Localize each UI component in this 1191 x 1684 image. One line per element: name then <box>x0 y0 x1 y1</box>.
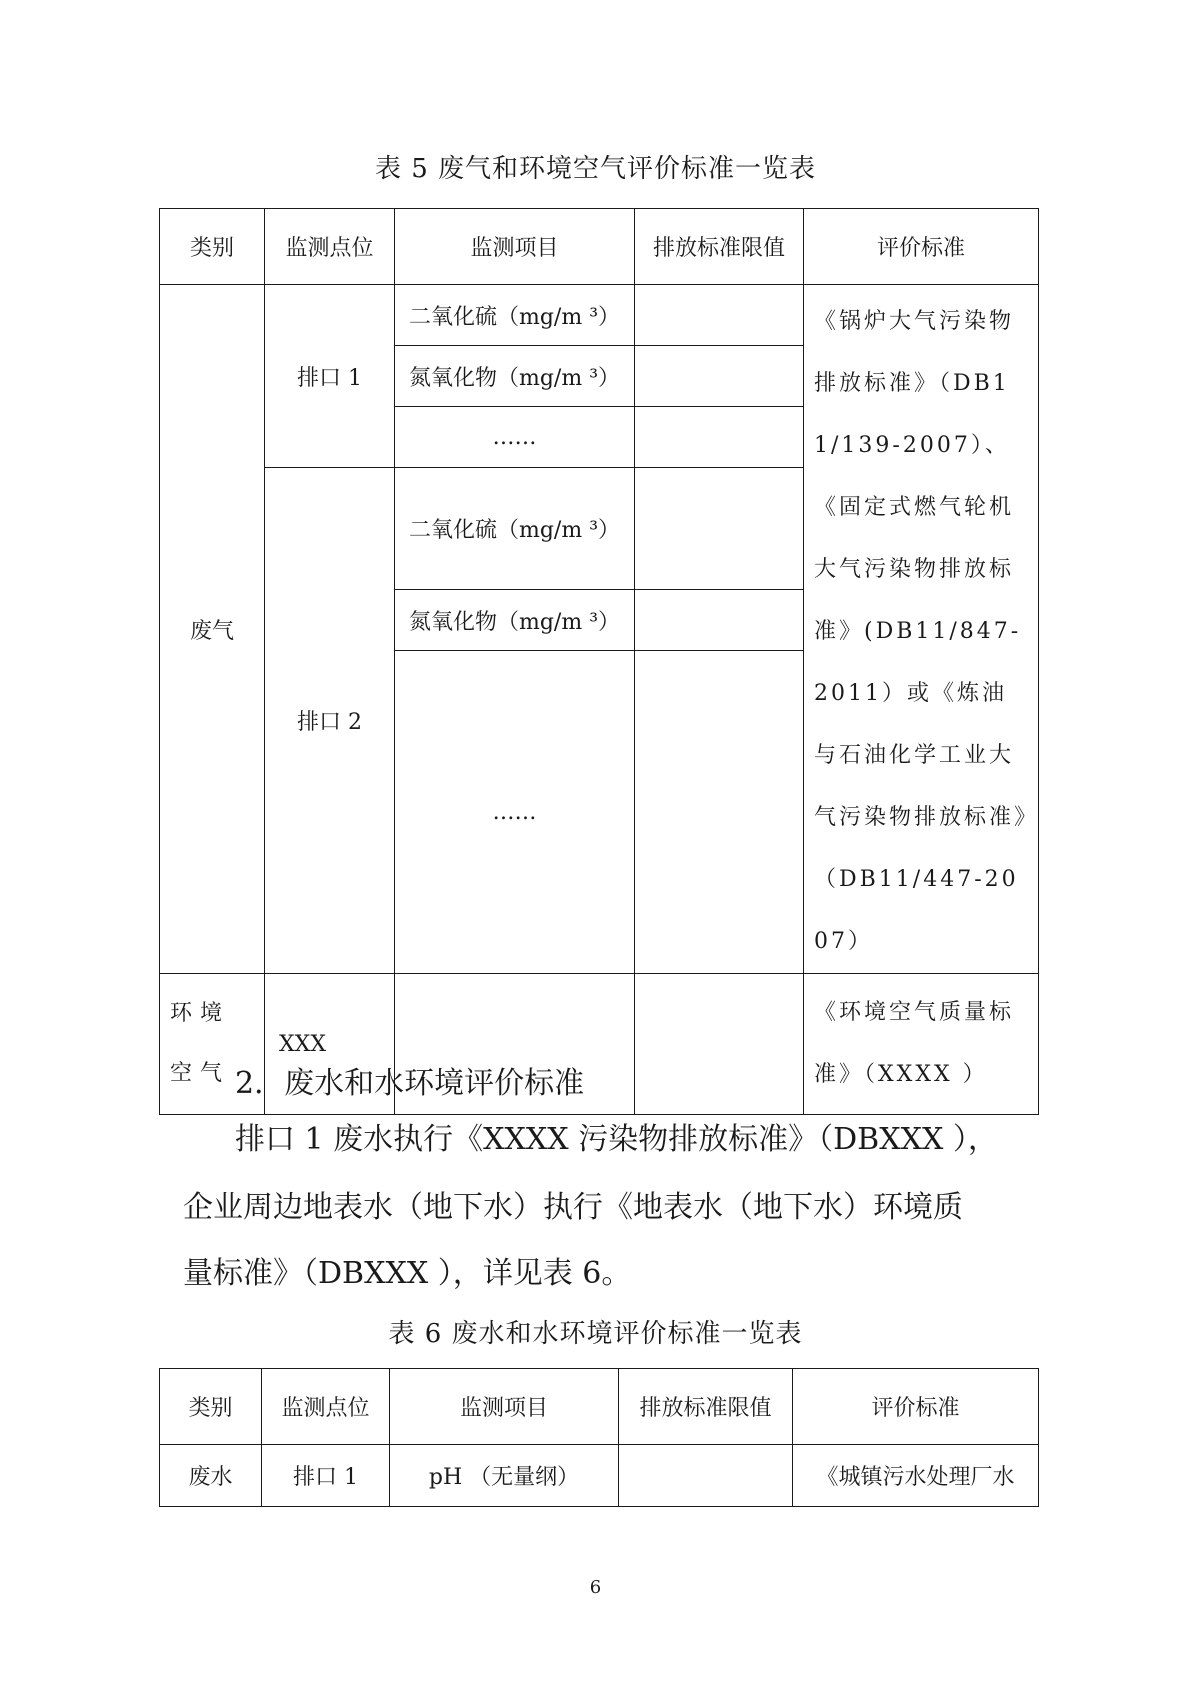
paragraph-line: 量标准》（DBXXX ），详见表 6。 <box>183 1256 632 1291</box>
waste-gas-standard: 《锅炉大气污染物排放标准》（DB11/139-2007）、《固定式燃气轮机大气污染物排放标准》(DB11/847-2011）或《炼油与石油化学工业大气污染物排放标准》（DB11/447-2007） <box>804 285 1039 974</box>
table6-header-row <box>160 1369 1039 1445</box>
table5-caption: 表 5 废气和环境空气评价标准一览表 <box>374 154 817 184</box>
paragraph-line: 企业周边地表水（地下水）执行《地表水（地下水）环境质 <box>183 1190 963 1225</box>
outlet1-item-more: …… <box>395 407 635 468</box>
outlet1-item-nox: 氮氧化物（mg/m ³） <box>395 346 635 407</box>
outlet1-limit-so2 <box>635 285 804 346</box>
table6-caption: 表 6 废水和水环境评价标准一览表 <box>388 1319 803 1349</box>
page-number: 6 <box>589 1577 602 1598</box>
waste-water-limit <box>619 1445 793 1507</box>
category-ambient-air: 环境空气 <box>160 974 265 1115</box>
table-row <box>160 285 1039 346</box>
table6 <box>159 1368 1039 1507</box>
category-waste-gas: 废气 <box>160 285 265 974</box>
outlet2-limit-so2 <box>635 468 804 590</box>
waste-water-point: 排口 1 <box>262 1445 390 1507</box>
header-category: 类别 <box>160 1369 262 1445</box>
header-monitoring-point: 监测点位 <box>262 1369 390 1445</box>
outlet2-item-so2: 二氧化硫（mg/m ³） <box>395 468 635 590</box>
outlet2-name: 排口 2 <box>265 468 395 974</box>
ambient-air-limit <box>635 974 804 1115</box>
table-row <box>160 1445 1039 1507</box>
header-monitoring-item: 监测项目 <box>390 1369 619 1445</box>
outlet1-name: 排口 1 <box>265 285 395 468</box>
outlet1-limit-nox <box>635 346 804 407</box>
outlet2-item-more: …… <box>395 651 635 974</box>
header-emission-limit: 排放标准限值 <box>635 209 804 285</box>
table5-header-row <box>160 209 1039 285</box>
outlet2-item-nox: 氮氧化物（mg/m ³） <box>395 590 635 651</box>
waste-water-standard: 《城镇污水处理厂水 <box>793 1445 1039 1507</box>
ambient-air-standard: 《环境空气质量标准》（XXXX ） <box>804 974 1039 1115</box>
ambient-air-point: XXX <box>265 974 395 1115</box>
category-waste-water: 废水 <box>160 1445 262 1507</box>
outlet1-item-so2: 二氧化硫（mg/m ³） <box>395 285 635 346</box>
header-evaluation-standard: 评价标准 <box>793 1369 1039 1445</box>
outlet2-limit-more <box>635 651 804 974</box>
header-evaluation-standard: 评价标准 <box>804 209 1039 285</box>
header-category: 类别 <box>160 209 265 285</box>
header-monitoring-item: 监测项目 <box>395 209 635 285</box>
outlet1-limit-more <box>635 407 804 468</box>
section-heading: 2．废水和水环境评价标准 <box>235 1066 585 1101</box>
outlet2-limit-nox <box>635 590 804 651</box>
paragraph-line: 排口 1 废水执行《XXXX 污染物排放标准》（DBXXX ）， <box>235 1122 998 1157</box>
header-monitoring-point: 监测点位 <box>265 209 395 285</box>
table5 <box>159 208 1039 1115</box>
waste-water-item: pH （无量纲） <box>390 1445 619 1507</box>
header-emission-limit: 排放标准限值 <box>619 1369 793 1445</box>
